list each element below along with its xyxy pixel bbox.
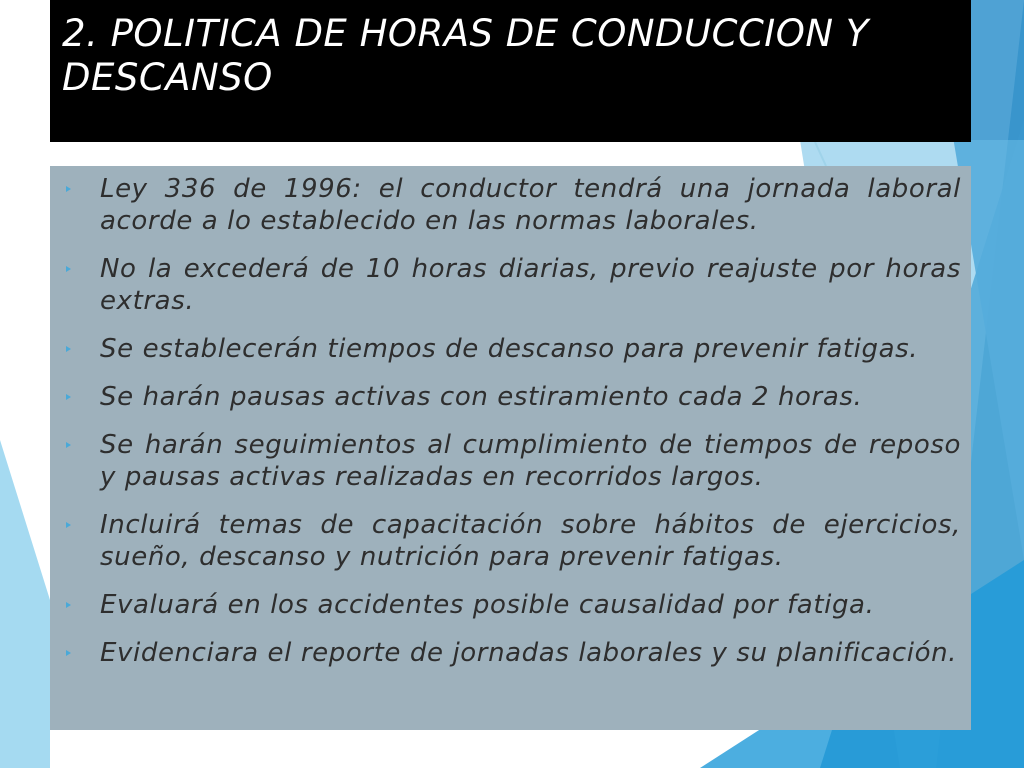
slide-title: 2. POLITICA DE HORAS DE CONDUCCION Y DESCANSO bbox=[62, 12, 869, 99]
bullet-item bbox=[60, 333, 961, 365]
bullet-arrow-icon bbox=[66, 394, 71, 400]
bullet-text: Se harán seguimientos al cumplimiento de tiempos de reposo y pausas activas realizadas en recorridos largos. bbox=[100, 430, 961, 492]
bullet-arrow-icon bbox=[66, 602, 71, 608]
bullet-arrow-icon bbox=[66, 522, 71, 528]
bullet-item bbox=[60, 381, 961, 413]
bullet-arrow-icon bbox=[66, 650, 71, 656]
bullet-text: Evaluará en los accidentes posible causalidad por fatiga. bbox=[100, 590, 875, 620]
bullet-arrow-icon bbox=[66, 186, 71, 192]
bullet-arrow-icon bbox=[66, 346, 71, 352]
deco-shape-left bbox=[0, 440, 50, 768]
bullet-item bbox=[60, 429, 961, 493]
bullet-text: No la excederá de 10 horas diarias, previo reajuste por horas extras. bbox=[100, 254, 961, 316]
bullet-list bbox=[60, 173, 961, 669]
bullet-arrow-icon bbox=[66, 266, 71, 272]
bullet-text: Evidenciara el reporte de jornadas laborales y su planificación. bbox=[100, 638, 958, 668]
bullet-text: Ley 336 de 1996: el conductor tendrá una jornada laboral acorde a lo establecido en las normas laborales. bbox=[100, 174, 961, 236]
bullet-arrow-icon bbox=[66, 442, 71, 448]
bullet-text: Incluirá temas de capacitación sobre hábitos de ejercicios, sueño, descanso y nutrición para prevenir fatigas. bbox=[100, 510, 961, 572]
bullet-item bbox=[60, 509, 961, 573]
bullet-item bbox=[60, 589, 961, 621]
bullet-item bbox=[60, 173, 961, 237]
content-panel bbox=[50, 166, 971, 730]
bullet-text: Se harán pausas activas con estiramiento cada 2 horas. bbox=[100, 382, 863, 412]
bullet-item bbox=[60, 637, 961, 669]
bullet-text: Se establecerán tiempos de descanso para prevenir fatigas. bbox=[100, 334, 919, 364]
title-banner bbox=[50, 0, 971, 142]
bullet-item bbox=[60, 253, 961, 317]
